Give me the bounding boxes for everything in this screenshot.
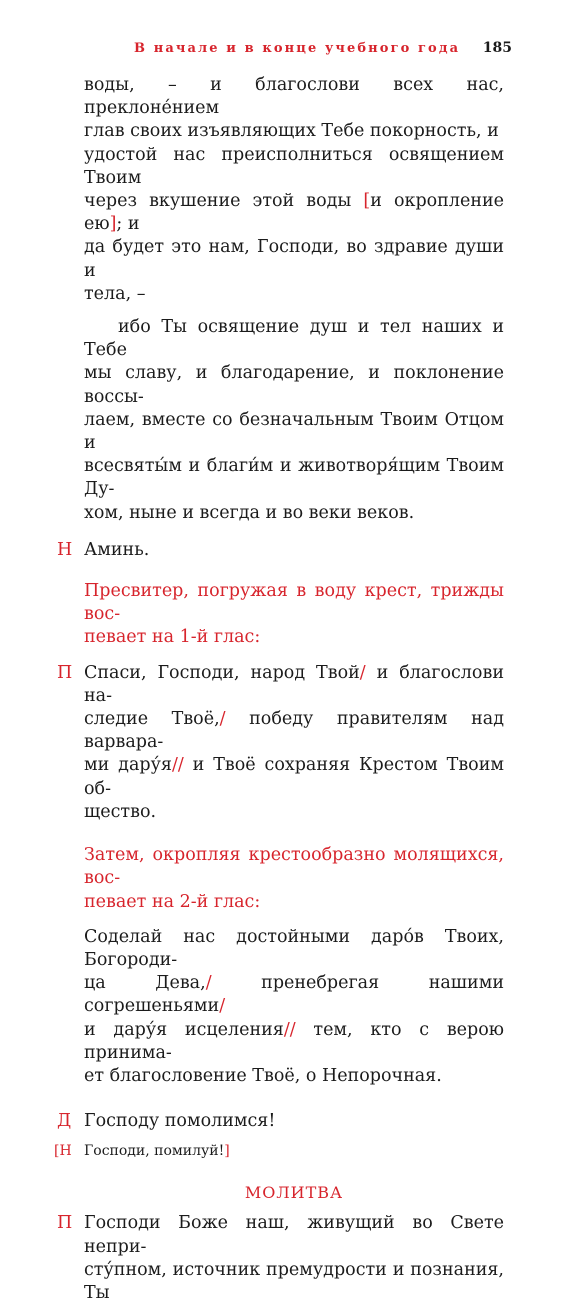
section-title: МОЛИТВА — [244, 1183, 344, 1203]
verse-divider: / — [219, 709, 226, 730]
text-line: удостой нас преисполниться освящением Твоим — [84, 144, 504, 188]
text-line — [84, 708, 504, 754]
text-segment: ; и — [116, 214, 140, 235]
prayer-paragraph-1 — [84, 74, 504, 306]
troparion-2 — [84, 926, 504, 1088]
running-header — [60, 40, 512, 56]
speaker-marker: Н — [57, 539, 73, 560]
prayer-paragraph-3 — [57, 1212, 504, 1305]
text-segment: и благослови на- — [84, 662, 504, 706]
verse-divider: / — [219, 996, 226, 1017]
verse-divider: / — [205, 973, 212, 994]
deacon-text: Господу помолимся! — [84, 1111, 276, 1132]
amen-line — [57, 539, 504, 562]
text-line: лаем, вместе со безначальным Твоим Отцом и — [84, 409, 504, 454]
text-line: да будет это нам, Господи, во здравие души и — [84, 237, 504, 281]
text-line: Господи Боже наш, живущий во Свете непри- — [84, 1213, 504, 1257]
text-segment: ми дару́я — [84, 755, 172, 776]
speaker-marker: П — [57, 662, 73, 683]
text-line: глав своих изъявляющих Тебе покорность, и — [84, 121, 499, 142]
text-segment: тем, кто с верою принима- — [84, 1019, 505, 1063]
people-line — [54, 1141, 504, 1161]
speaker-marker: Д — [57, 1111, 72, 1132]
bracket-open: [ — [363, 191, 371, 212]
text-line: воды, – и благослови всех нас, преклоне́нием — [84, 75, 504, 119]
text-segment: и дару́я исцеления — [84, 1019, 284, 1040]
text-line — [84, 190, 504, 236]
text-segment: и Твоё сохраняя Крестом Твоим об- — [84, 755, 504, 799]
bracket-close: ] — [109, 214, 117, 235]
text-segment: ца Дева, — [84, 973, 206, 994]
prayer-paragraph-2 — [84, 316, 504, 525]
people-text: Господи, помилуй! — [84, 1143, 225, 1160]
text-line: всесвяты́м и благи́м и животворя́щим Твоим Ду- — [84, 456, 504, 500]
page-number: 185 — [482, 40, 512, 56]
text-line: ибо Ты освящение душ и тел наших и Тебе — [84, 317, 504, 361]
text-line: тела, – — [84, 283, 146, 304]
text-line: щество. — [84, 801, 157, 822]
text-segment: следие Твоё, — [84, 709, 220, 730]
bracket-open: [ — [54, 1143, 60, 1160]
troparion-1 — [57, 662, 504, 824]
header-title: В начале и в конце учебного года — [134, 41, 461, 56]
text-segment: и окропление ею — [84, 191, 505, 235]
deacon-line — [57, 1110, 504, 1133]
speaker-marker: П — [57, 1213, 73, 1234]
rubric-line: певает на 1-й глас: — [84, 627, 261, 648]
verse-divider: / — [359, 662, 366, 683]
text-line — [84, 662, 504, 708]
text-line: мы славу, и благодарение, и поклонение воссы- — [84, 363, 504, 407]
rubric-1 — [84, 580, 504, 650]
text-segment: пренебрегая нашими согрешеньями — [84, 973, 504, 1017]
marker-letter: Н — [59, 1143, 72, 1160]
text-segment: через вкушение этой воды — [84, 191, 364, 212]
rubric-line: певает на 2-й глас: — [84, 891, 261, 912]
bracket-close: ] — [224, 1143, 230, 1160]
rubric-line: Пресвитер, погружая в воду крест, трижды вос- — [84, 581, 504, 625]
text-line — [84, 754, 504, 800]
text-line: сту́пном, источник премудрости и познания, Ты — [84, 1259, 504, 1303]
rubric-line: Затем, окропляя крестообразно молящихся, вос- — [84, 845, 504, 889]
verse-divider-double: // — [283, 1019, 296, 1040]
text-line — [84, 972, 504, 1018]
text-segment: Спаси, Господи, народ Твой — [84, 662, 360, 683]
text-line — [84, 1019, 504, 1065]
text-line: хом, ныне и всегда и во веки веков. — [84, 502, 415, 523]
amen-text: Аминь. — [84, 539, 150, 560]
text-segment: победу правителям над варвара- — [84, 709, 504, 753]
verse-divider-double: // — [171, 755, 184, 776]
text-line: ет благословение Твоё, о Непорочная. — [84, 1065, 442, 1086]
text-line: Соделай нас достойными даро́в Твоих, Богороди- — [84, 926, 504, 970]
speaker-marker — [54, 1141, 72, 1161]
rubric-2 — [84, 844, 504, 914]
page-body — [54, 74, 505, 1305]
